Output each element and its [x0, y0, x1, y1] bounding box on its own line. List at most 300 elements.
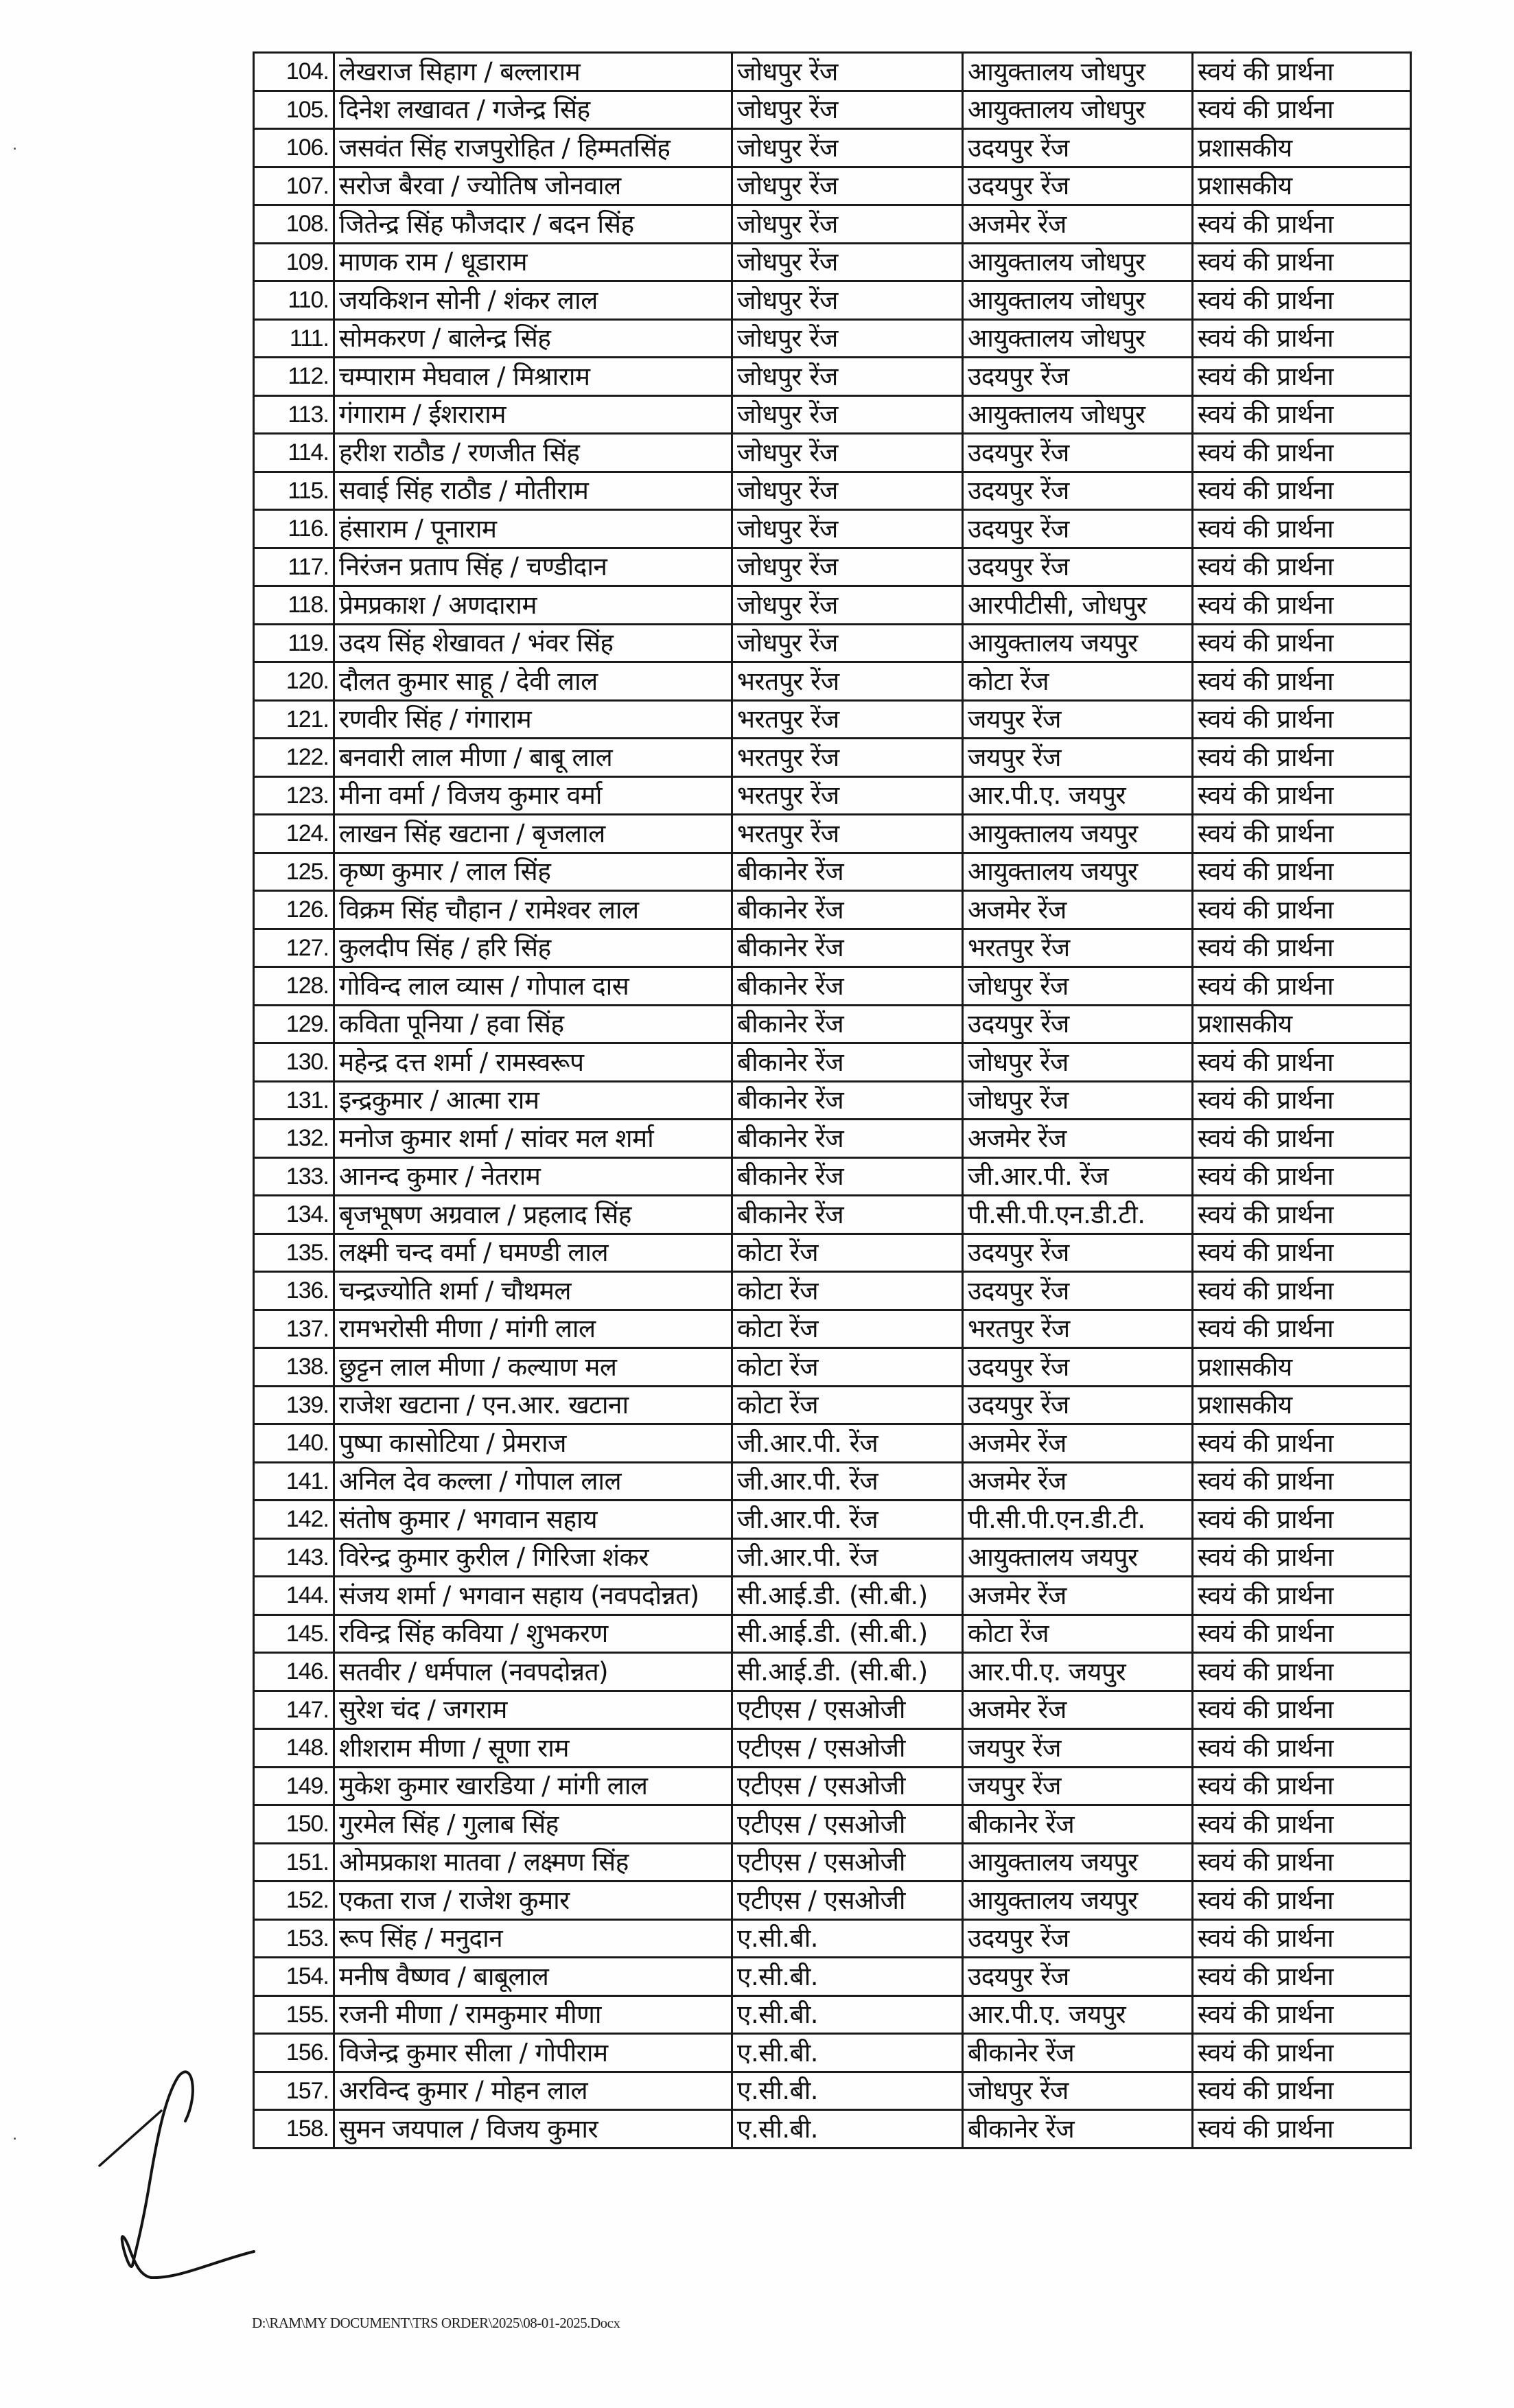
- current-posting-cell: बीकानेर रेंज: [732, 1196, 963, 1234]
- transferred-to-cell: आयुक्तालय जोधपुर: [963, 395, 1193, 434]
- table-row: [254, 1577, 1411, 1615]
- reason-cell: स्वयं की प्रार्थना: [1193, 1995, 1411, 2034]
- reason-cell: स्वयं की प्रार्थना: [1193, 1729, 1411, 1768]
- reason-cell: स्वयं की प्रार्थना: [1193, 1882, 1411, 1920]
- name-cell: पुष्पा कासोटिया / प्रेमराज: [334, 1424, 732, 1463]
- current-posting-cell: जोधपुर रेंज: [732, 243, 963, 281]
- serial-number-cell: 154.: [254, 1958, 334, 1996]
- table-row: [254, 1501, 1411, 1539]
- table-row: [254, 129, 1411, 167]
- transferred-to-cell: जी.आर.पी. रेंज: [963, 1157, 1193, 1196]
- reason-cell: स्वयं की प्रार्थना: [1193, 1310, 1411, 1348]
- transferred-to-cell: पी.सी.पी.एन.डी.टी.: [963, 1196, 1193, 1234]
- current-posting-cell: बीकानेर रेंज: [732, 853, 963, 891]
- name-cell: सोमकरण / बालेन्द्र सिंह: [334, 319, 732, 358]
- reason-cell: स्वयं की प्रार्थना: [1193, 1577, 1411, 1615]
- serial-number-cell: 145.: [254, 1614, 334, 1653]
- name-cell: अरविन्द कुमार / मोहन लाल: [334, 2072, 732, 2110]
- reason-cell: स्वयं की प्रार्थना: [1193, 472, 1411, 510]
- transferred-to-cell: जयपुर रेंज: [963, 1767, 1193, 1805]
- reason-cell: स्वयं की प्रार्थना: [1193, 1614, 1411, 1653]
- serial-number-cell: 149.: [254, 1767, 334, 1805]
- serial-number-cell: 109.: [254, 243, 334, 281]
- table-row: [254, 510, 1411, 548]
- serial-number-cell: 108.: [254, 205, 334, 244]
- table-row: [254, 2072, 1411, 2110]
- table-row: [254, 91, 1411, 129]
- transferred-to-cell: उदयपुर रेंज: [963, 1005, 1193, 1043]
- table-row: [254, 243, 1411, 281]
- current-posting-cell: जोधपुर रेंज: [732, 167, 963, 205]
- reason-cell: स्वयं की प्रार्थना: [1193, 205, 1411, 244]
- serial-number-cell: 112.: [254, 358, 334, 396]
- reason-cell: स्वयं की प्रार्थना: [1193, 1501, 1411, 1539]
- current-posting-cell: बीकानेर रेंज: [732, 1157, 963, 1196]
- transferred-to-cell: कोटा रेंज: [963, 1614, 1193, 1653]
- current-posting-cell: एटीएस / एसओजी: [732, 1691, 963, 1729]
- reason-cell: स्वयं की प्रार्थना: [1193, 358, 1411, 396]
- transferred-to-cell: उदयपुर रेंज: [963, 434, 1193, 472]
- reason-cell: स्वयं की प्रार्थना: [1193, 1653, 1411, 1691]
- serial-number-cell: 142.: [254, 1501, 334, 1539]
- serial-number-cell: 135.: [254, 1234, 334, 1272]
- transfer-table-body: [254, 53, 1411, 2149]
- transferred-to-cell: आयुक्तालय जोधपुर: [963, 243, 1193, 281]
- name-cell: मनोज कुमार शर्मा / सांवर मल शर्मा: [334, 1120, 732, 1158]
- table-row: [254, 1272, 1411, 1310]
- reason-cell: स्वयं की प्रार्थना: [1193, 434, 1411, 472]
- table-row: [254, 1691, 1411, 1729]
- reason-cell: स्वयं की प्रार्थना: [1193, 1462, 1411, 1501]
- serial-number-cell: 128.: [254, 967, 334, 1006]
- current-posting-cell: जोधपुर रेंज: [732, 53, 963, 91]
- table-row: [254, 1882, 1411, 1920]
- serial-number-cell: 104.: [254, 53, 334, 91]
- transferred-to-cell: आयुक्तालय जयपुर: [963, 624, 1193, 662]
- name-cell: गुरमेल सिंह / गुलाब सिंह: [334, 1805, 732, 1844]
- table-row: [254, 1843, 1411, 1882]
- current-posting-cell: जोधपुर रेंज: [732, 434, 963, 472]
- table-row: [254, 1614, 1411, 1653]
- reason-cell: स्वयं की प्रार्थना: [1193, 776, 1411, 815]
- name-cell: मीना वर्मा / विजय कुमार वर्मा: [334, 776, 732, 815]
- serial-number-cell: 157.: [254, 2072, 334, 2110]
- reason-cell: स्वयं की प्रार्थना: [1193, 1196, 1411, 1234]
- name-cell: लाखन सिंह खटाना / बृजलाल: [334, 815, 732, 853]
- table-row: [254, 776, 1411, 815]
- serial-number-cell: 130.: [254, 1043, 334, 1082]
- name-cell: कृष्ण कुमार / लाल सिंह: [334, 853, 732, 891]
- table-row: [254, 1043, 1411, 1082]
- name-cell: ओमप्रकाश मातवा / लक्ष्मण सिंह: [334, 1843, 732, 1882]
- table-row: [254, 319, 1411, 358]
- transferred-to-cell: बीकानेर रेंज: [963, 2110, 1193, 2149]
- serial-number-cell: 107.: [254, 167, 334, 205]
- transferred-to-cell: आरपीटीसी, जोधपुर: [963, 586, 1193, 625]
- table-row: [254, 395, 1411, 434]
- current-posting-cell: बीकानेर रेंज: [732, 1043, 963, 1082]
- reason-cell: स्वयं की प्रार्थना: [1193, 281, 1411, 320]
- transferred-to-cell: अजमेर रेंज: [963, 205, 1193, 244]
- name-cell: विक्रम सिंह चौहान / रामेश्वर लाल: [334, 891, 732, 929]
- current-posting-cell: कोटा रेंज: [732, 1310, 963, 1348]
- table-row: [254, 967, 1411, 1006]
- transferred-to-cell: जयपुर रेंज: [963, 1729, 1193, 1768]
- serial-number-cell: 105.: [254, 91, 334, 129]
- name-cell: अनिल देव कल्ला / गोपाल लाल: [334, 1462, 732, 1501]
- transferred-to-cell: बीकानेर रेंज: [963, 1805, 1193, 1844]
- name-cell: प्रेमप्रकाश / अणदाराम: [334, 586, 732, 625]
- transferred-to-cell: जोधपुर रेंज: [963, 2072, 1193, 2110]
- serial-number-cell: 134.: [254, 1196, 334, 1234]
- table-row: [254, 1424, 1411, 1463]
- transferred-to-cell: अजमेर रेंज: [963, 1120, 1193, 1158]
- name-cell: हरीश राठौड / रणजीत सिंह: [334, 434, 732, 472]
- serial-number-cell: 138.: [254, 1348, 334, 1387]
- serial-number-cell: 131.: [254, 1081, 334, 1120]
- current-posting-cell: जोधपुर रेंज: [732, 129, 963, 167]
- transferred-to-cell: उदयपुर रेंज: [963, 129, 1193, 167]
- signature-icon: [69, 2046, 295, 2279]
- table-row: [254, 1995, 1411, 2034]
- footer-file-path: D:\RAM\MY DOCUMENT\TRS ORDER\2025\08-01-2025.Docx: [252, 2315, 620, 2331]
- name-cell: बृजभूषण अग्रवाल / प्रहलाद सिंह: [334, 1196, 732, 1234]
- table-row: [254, 2034, 1411, 2072]
- table-row: [254, 1120, 1411, 1158]
- name-cell: कुलदीप सिंह / हरि सिंह: [334, 929, 732, 967]
- name-cell: जितेन्द्र सिंह फौजदार / बदन सिंह: [334, 205, 732, 244]
- reason-cell: स्वयं की प्रार्थना: [1193, 1234, 1411, 1272]
- transferred-to-cell: जोधपुर रेंज: [963, 1043, 1193, 1082]
- transferred-to-cell: उदयपुर रेंज: [963, 358, 1193, 396]
- name-cell: सुरेश चंद / जगराम: [334, 1691, 732, 1729]
- reason-cell: स्वयं की प्रार्थना: [1193, 1691, 1411, 1729]
- table-row: [254, 1005, 1411, 1043]
- table-row: [254, 1767, 1411, 1805]
- reason-cell: स्वयं की प्रार्थना: [1193, 395, 1411, 434]
- table-row: [254, 434, 1411, 472]
- name-cell: राजेश खटाना / एन.आर. खटाना: [334, 1386, 732, 1424]
- table-row: [254, 281, 1411, 320]
- current-posting-cell: जोधपुर रेंज: [732, 205, 963, 244]
- table-row: [254, 53, 1411, 91]
- transferred-to-cell: अजमेर रेंज: [963, 1462, 1193, 1501]
- reason-cell: स्वयं की प्रार्थना: [1193, 1272, 1411, 1310]
- name-cell: सतवीर / धर्मपाल (नवपदोन्नत): [334, 1653, 732, 1691]
- name-cell: सवाई सिंह राठौड / मोतीराम: [334, 472, 732, 510]
- table-row: [254, 1348, 1411, 1387]
- table-row: [254, 1958, 1411, 1996]
- transferred-to-cell: आयुक्तालय जोधपुर: [963, 281, 1193, 320]
- name-cell: गंगाराम / ईशराराम: [334, 395, 732, 434]
- table-row: [254, 472, 1411, 510]
- transferred-to-cell: भरतपुर रेंज: [963, 929, 1193, 967]
- current-posting-cell: एटीएस / एसओजी: [732, 1805, 963, 1844]
- serial-number-cell: 106.: [254, 129, 334, 167]
- serial-number-cell: 156.: [254, 2034, 334, 2072]
- name-cell: महेन्द्र दत्त शर्मा / रामस्वरूप: [334, 1043, 732, 1082]
- transferred-to-cell: उदयपुर रेंज: [963, 1272, 1193, 1310]
- transferred-to-cell: आयुक्तालय जयपुर: [963, 815, 1193, 853]
- serial-number-cell: 137.: [254, 1310, 334, 1348]
- current-posting-cell: जी.आर.पी. रेंज: [732, 1538, 963, 1577]
- reason-cell: स्वयं की प्रार्थना: [1193, 1919, 1411, 1958]
- serial-number-cell: 143.: [254, 1538, 334, 1577]
- transferred-to-cell: आयुक्तालय जयपुर: [963, 1538, 1193, 1577]
- current-posting-cell: जी.आर.पी. रेंज: [732, 1501, 963, 1539]
- reason-cell: स्वयं की प्रार्थना: [1193, 1538, 1411, 1577]
- transferred-to-cell: आर.पी.ए. जयपुर: [963, 1653, 1193, 1691]
- transferred-to-cell: आर.पी.ए. जयपुर: [963, 776, 1193, 815]
- reason-cell: स्वयं की प्रार्थना: [1193, 1805, 1411, 1844]
- current-posting-cell: जोधपुर रेंज: [732, 395, 963, 434]
- transferred-to-cell: आर.पी.ए. जयपुर: [963, 1995, 1193, 2034]
- serial-number-cell: 126.: [254, 891, 334, 929]
- reason-cell: स्वयं की प्रार्थना: [1193, 624, 1411, 662]
- reason-cell: स्वयं की प्रार्थना: [1193, 853, 1411, 891]
- current-posting-cell: जोधपुर रेंज: [732, 510, 963, 548]
- name-cell: संजय शर्मा / भगवान सहाय (नवपदोन्नत): [334, 1577, 732, 1615]
- serial-number-cell: 116.: [254, 510, 334, 548]
- name-cell: कविता पूनिया / हवा सिंह: [334, 1005, 732, 1043]
- serial-number-cell: 136.: [254, 1272, 334, 1310]
- name-cell: बनवारी लाल मीणा / बाबू लाल: [334, 739, 732, 777]
- serial-number-cell: 152.: [254, 1882, 334, 1920]
- current-posting-cell: जोधपुर रेंज: [732, 548, 963, 586]
- name-cell: हंसाराम / पूनाराम: [334, 510, 732, 548]
- transferred-to-cell: जयपुर रेंज: [963, 739, 1193, 777]
- current-posting-cell: सी.आई.डी. (सी.बी.): [732, 1653, 963, 1691]
- reason-cell: स्वयं की प्रार्थना: [1193, 700, 1411, 739]
- current-posting-cell: बीकानेर रेंज: [732, 929, 963, 967]
- name-cell: सरोज बैरवा / ज्योतिष जोनवाल: [334, 167, 732, 205]
- reason-cell: स्वयं की प्रार्थना: [1193, 2110, 1411, 2149]
- current-posting-cell: भरतपुर रेंज: [732, 815, 963, 853]
- transferred-to-cell: कोटा रेंज: [963, 662, 1193, 701]
- table-row: [254, 548, 1411, 586]
- current-posting-cell: जोधपुर रेंज: [732, 358, 963, 396]
- serial-number-cell: 132.: [254, 1120, 334, 1158]
- name-cell: गोविन्द लाल व्यास / गोपाल दास: [334, 967, 732, 1006]
- serial-number-cell: 115.: [254, 472, 334, 510]
- reason-cell: स्वयं की प्रार्थना: [1193, 548, 1411, 586]
- serial-number-cell: 150.: [254, 1805, 334, 1844]
- serial-number-cell: 148.: [254, 1729, 334, 1768]
- current-posting-cell: जोधपुर रेंज: [732, 319, 963, 358]
- current-posting-cell: ए.सी.बी.: [732, 2034, 963, 2072]
- serial-number-cell: 141.: [254, 1462, 334, 1501]
- current-posting-cell: एटीएस / एसओजी: [732, 1767, 963, 1805]
- current-posting-cell: जोधपुर रेंज: [732, 281, 963, 320]
- current-posting-cell: एटीएस / एसओजी: [732, 1729, 963, 1768]
- current-posting-cell: जी.आर.पी. रेंज: [732, 1424, 963, 1463]
- reason-cell: स्वयं की प्रार्थना: [1193, 891, 1411, 929]
- serial-number-cell: 147.: [254, 1691, 334, 1729]
- table-row: [254, 1386, 1411, 1424]
- table-row: [254, 624, 1411, 662]
- current-posting-cell: भरतपुर रेंज: [732, 700, 963, 739]
- transferred-to-cell: अजमेर रेंज: [963, 891, 1193, 929]
- reason-cell: स्वयं की प्रार्थना: [1193, 1424, 1411, 1463]
- name-cell: विरेन्द्र कुमार कुरील / गिरिजा शंकर: [334, 1538, 732, 1577]
- transferred-to-cell: आयुक्तालय जयपुर: [963, 1843, 1193, 1882]
- reason-cell: स्वयं की प्रार्थना: [1193, 1043, 1411, 1082]
- transferred-to-cell: बीकानेर रेंज: [963, 2034, 1193, 2072]
- name-cell: रविन्द्र सिंह कविया / शुभकरण: [334, 1614, 732, 1653]
- reason-cell: स्वयं की प्रार्थना: [1193, 2034, 1411, 2072]
- serial-number-cell: 125.: [254, 853, 334, 891]
- table-row: [254, 853, 1411, 891]
- name-cell: शीशराम मीणा / सूणा राम: [334, 1729, 732, 1768]
- current-posting-cell: ए.सी.बी.: [732, 1995, 963, 2034]
- name-cell: रूप सिंह / मनुदान: [334, 1919, 732, 1958]
- table-row: [254, 739, 1411, 777]
- reason-cell: स्वयं की प्रार्थना: [1193, 53, 1411, 91]
- reason-cell: स्वयं की प्रार्थना: [1193, 91, 1411, 129]
- name-cell: इन्द्रकुमार / आत्मा राम: [334, 1081, 732, 1120]
- name-cell: उदय सिंह शेखावत / भंवर सिंह: [334, 624, 732, 662]
- reason-cell: स्वयं की प्रार्थना: [1193, 815, 1411, 853]
- serial-number-cell: 117.: [254, 548, 334, 586]
- reason-cell: स्वयं की प्रार्थना: [1193, 739, 1411, 777]
- current-posting-cell: ए.सी.बी.: [732, 2072, 963, 2110]
- table-row: [254, 1081, 1411, 1120]
- transferred-to-cell: उदयपुर रेंज: [963, 167, 1193, 205]
- name-cell: मुकेश कुमार खारडिया / मांगी लाल: [334, 1767, 732, 1805]
- current-posting-cell: एटीएस / एसओजी: [732, 1843, 963, 1882]
- transferred-to-cell: अजमेर रेंज: [963, 1691, 1193, 1729]
- transferred-to-cell: उदयपुर रेंज: [963, 1386, 1193, 1424]
- current-posting-cell: कोटा रेंज: [732, 1348, 963, 1387]
- serial-number-cell: 111.: [254, 319, 334, 358]
- current-posting-cell: जी.आर.पी. रेंज: [732, 1462, 963, 1501]
- table-row: [254, 1157, 1411, 1196]
- transferred-to-cell: अजमेर रेंज: [963, 1424, 1193, 1463]
- serial-number-cell: 129.: [254, 1005, 334, 1043]
- serial-number-cell: 139.: [254, 1386, 334, 1424]
- table-row: [254, 1462, 1411, 1501]
- current-posting-cell: जोधपुर रेंज: [732, 624, 963, 662]
- scan-speck: [14, 148, 16, 150]
- transferred-to-cell: पी.सी.पी.एन.डी.टी.: [963, 1501, 1193, 1539]
- serial-number-cell: 123.: [254, 776, 334, 815]
- name-cell: लक्ष्मी चन्द वर्मा / घमण्डी लाल: [334, 1234, 732, 1272]
- transferred-to-cell: उदयपुर रेंज: [963, 1958, 1193, 1996]
- name-cell: जयकिशन सोनी / शंकर लाल: [334, 281, 732, 320]
- serial-number-cell: 124.: [254, 815, 334, 853]
- name-cell: मनीष वैष्णव / बाबूलाल: [334, 1958, 732, 1996]
- current-posting-cell: बीकानेर रेंज: [732, 1081, 963, 1120]
- table-row: [254, 1653, 1411, 1691]
- reason-cell: प्रशासकीय: [1193, 1386, 1411, 1424]
- table-row: [254, 662, 1411, 701]
- current-posting-cell: ए.सी.बी.: [732, 1958, 963, 1996]
- current-posting-cell: बीकानेर रेंज: [732, 967, 963, 1006]
- table-row: [254, 1919, 1411, 1958]
- name-cell: दिनेश लखावत / गजेन्द्र सिंह: [334, 91, 732, 129]
- reason-cell: प्रशासकीय: [1193, 167, 1411, 205]
- serial-number-cell: 127.: [254, 929, 334, 967]
- name-cell: रामभरोसी मीणा / मांगी लाल: [334, 1310, 732, 1348]
- reason-cell: प्रशासकीय: [1193, 1348, 1411, 1387]
- current-posting-cell: भरतपुर रेंज: [732, 662, 963, 701]
- table-row: [254, 891, 1411, 929]
- serial-number-cell: 118.: [254, 586, 334, 625]
- serial-number-cell: 151.: [254, 1843, 334, 1882]
- name-cell: एकता राज / राजेश कुमार: [334, 1882, 732, 1920]
- serial-number-cell: 122.: [254, 739, 334, 777]
- name-cell: सुमन जयपाल / विजय कुमार: [334, 2110, 732, 2149]
- current-posting-cell: ए.सी.बी.: [732, 2110, 963, 2149]
- reason-cell: स्वयं की प्रार्थना: [1193, 967, 1411, 1006]
- name-cell: दौलत कुमार साहू / देवी लाल: [334, 662, 732, 701]
- transferred-to-cell: जोधपुर रेंज: [963, 1081, 1193, 1120]
- reason-cell: स्वयं की प्रार्थना: [1193, 243, 1411, 281]
- name-cell: रजनी मीणा / रामकुमार मीणा: [334, 1995, 732, 2034]
- reason-cell: स्वयं की प्रार्थना: [1193, 1157, 1411, 1196]
- current-posting-cell: कोटा रेंज: [732, 1272, 963, 1310]
- serial-number-cell: 158.: [254, 2110, 334, 2149]
- table-row: [254, 1310, 1411, 1348]
- table-row: [254, 929, 1411, 967]
- serial-number-cell: 119.: [254, 624, 334, 662]
- reason-cell: स्वयं की प्रार्थना: [1193, 1843, 1411, 1882]
- table-row: [254, 1729, 1411, 1768]
- serial-number-cell: 120.: [254, 662, 334, 701]
- current-posting-cell: बीकानेर रेंज: [732, 891, 963, 929]
- current-posting-cell: एटीएस / एसओजी: [732, 1882, 963, 1920]
- reason-cell: स्वयं की प्रार्थना: [1193, 1958, 1411, 1996]
- transferred-to-cell: उदयपुर रेंज: [963, 510, 1193, 548]
- transferred-to-cell: उदयपुर रेंज: [963, 1348, 1193, 1387]
- reason-cell: स्वयं की प्रार्थना: [1193, 1081, 1411, 1120]
- current-posting-cell: कोटा रेंज: [732, 1234, 963, 1272]
- table-row: [254, 2110, 1411, 2149]
- reason-cell: स्वयं की प्रार्थना: [1193, 929, 1411, 967]
- current-posting-cell: जोधपुर रेंज: [732, 472, 963, 510]
- transferred-to-cell: उदयपुर रेंज: [963, 1919, 1193, 1958]
- scan-speck: [14, 2138, 16, 2140]
- transferred-to-cell: आयुक्तालय जोधपुर: [963, 91, 1193, 129]
- name-cell: आनन्द कुमार / नेतराम: [334, 1157, 732, 1196]
- transferred-to-cell: अजमेर रेंज: [963, 1577, 1193, 1615]
- name-cell: निरंजन प्रताप सिंह / चण्डीदान: [334, 548, 732, 586]
- reason-cell: स्वयं की प्रार्थना: [1193, 319, 1411, 358]
- serial-number-cell: 121.: [254, 700, 334, 739]
- transferred-to-cell: उदयपुर रेंज: [963, 1234, 1193, 1272]
- current-posting-cell: जोधपुर रेंज: [732, 586, 963, 625]
- serial-number-cell: 114.: [254, 434, 334, 472]
- name-cell: छुट्टन लाल मीणा / कल्याण मल: [334, 1348, 732, 1387]
- table-row: [254, 167, 1411, 205]
- transfer-table: [253, 51, 1412, 2149]
- current-posting-cell: सी.आई.डी. (सी.बी.): [732, 1577, 963, 1615]
- reason-cell: स्वयं की प्रार्थना: [1193, 2072, 1411, 2110]
- reason-cell: स्वयं की प्रार्थना: [1193, 1120, 1411, 1158]
- current-posting-cell: बीकानेर रेंज: [732, 1120, 963, 1158]
- current-posting-cell: कोटा रेंज: [732, 1386, 963, 1424]
- serial-number-cell: 133.: [254, 1157, 334, 1196]
- table-row: [254, 700, 1411, 739]
- table-row: [254, 1234, 1411, 1272]
- transferred-to-cell: आयुक्तालय जोधपुर: [963, 53, 1193, 91]
- serial-number-cell: 155.: [254, 1995, 334, 2034]
- transferred-to-cell: उदयपुर रेंज: [963, 472, 1193, 510]
- table-row: [254, 1805, 1411, 1844]
- transferred-to-cell: आयुक्तालय जोधपुर: [963, 319, 1193, 358]
- name-cell: संतोष कुमार / भगवान सहाय: [334, 1501, 732, 1539]
- transferred-to-cell: जोधपुर रेंज: [963, 967, 1193, 1006]
